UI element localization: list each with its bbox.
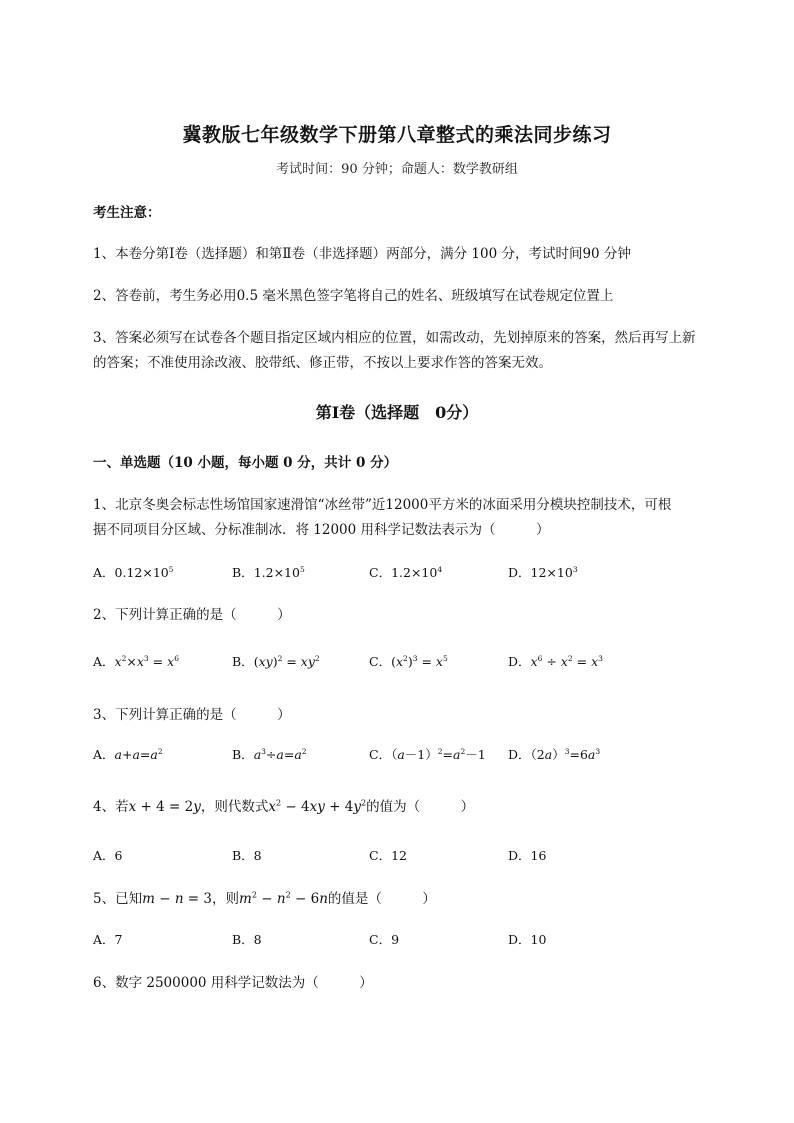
notice-heading: 考生注意： — [93, 205, 161, 221]
question-1-option-d: D．$12\times 10^3$ — [508, 564, 578, 580]
notice-item-1: 1、本卷分第Ⅰ卷（选择题）和第Ⅱ卷（非选择题）两部分，满分 100 分，考试时间90 分钟 — [93, 246, 631, 262]
exam-title: 冀教版七年级数学下册第八章整式的乘法同步练习 — [182, 124, 612, 146]
question-3-option-d: D．$(2a)^3=6a^3$ — [508, 746, 601, 762]
exam-subtitle: 考试时间：90 分钟；命题人：数学教研组 — [276, 162, 518, 177]
question-5-option-a: A．7 — [93, 932, 123, 947]
question-3-stem: 3、下列计算正确的是（ ） — [93, 707, 291, 723]
question-4-option-c: C．12 — [369, 848, 407, 863]
question-3-option-b: B．$a^3\div a=a^2$ — [232, 746, 307, 762]
question-2-option-b: B．$(xy)^2 = xy^2$ — [232, 653, 320, 669]
question-1-option-c: C．$1.2\times 10^4$ — [369, 564, 443, 580]
question-1-line1: 1、北京冬奥会标志性场馆国家速滑馆“冰丝带”近12000平方米的冰面采用分模块控制技术，可根 — [93, 497, 672, 513]
question-5-option-b: B．8 — [232, 932, 262, 947]
question-1-option-a: A．$0.12\times 10^5$ — [93, 564, 174, 580]
question-4-option-b: B．8 — [232, 848, 262, 863]
question-5-option-d: D．10 — [508, 932, 547, 947]
question-2-stem: 2、下列计算正确的是（ ） — [93, 607, 291, 623]
question-6-stem: 6、数字 2500000 用科学记数法为（ ） — [93, 975, 373, 991]
notice-item-3-line1: 3、答案必须写在试卷各个题目指定区域内相应的位置，如需改动，先划掉原来的答案，然后再写上新 — [93, 330, 696, 346]
question-4-option-d: D．16 — [508, 848, 547, 863]
question-2-option-a: A．$x^2\times x^3 = x^6$ — [93, 653, 179, 669]
question-4-option-a: A．6 — [93, 848, 123, 863]
question-5-option-c: C．9 — [369, 932, 400, 947]
question-5-stem: 5、已知m − n = 3，则$m^2 - n^2 - 6n$的值是（ ） — [93, 889, 436, 907]
question-2-option-c: C．$(x^2)^3 = x^5$ — [369, 653, 448, 669]
part-heading: 一、单选题（10 小题，每小题 0 分，共计 0 分） — [93, 455, 398, 471]
question-1-option-b: B．$1.2\times 10^5$ — [232, 564, 305, 580]
question-1-line2: 据不同项目分区域、分标准制冰．将 12000 用科学记数法表示为（ ） — [93, 522, 550, 538]
notice-item-3-line2: 的答案；不准使用涂改液、胶带纸、修正带，不按以上要求作答的答案无效。 — [93, 355, 552, 371]
question-3-option-a: A．$a+a=a^2$ — [93, 746, 163, 762]
question-2-option-d: D．$x^6 \div x^2 = x^3$ — [508, 653, 603, 669]
question-3-option-c: C．$(a-1)^2=a^2-1$ — [369, 746, 486, 762]
question-4-stem: 4、若x + 4 = 2y，则代数式$x^2 - 4xy + 4y^2$的值为（ ） — [93, 797, 475, 815]
notice-item-2: 2、答卷前，考生务必用0.5 毫米黑色签字笔将自己的姓名、班级填写在试卷规定位置上 — [93, 288, 614, 304]
section-title: 第Ⅰ卷（选择题 0分） — [315, 403, 479, 422]
